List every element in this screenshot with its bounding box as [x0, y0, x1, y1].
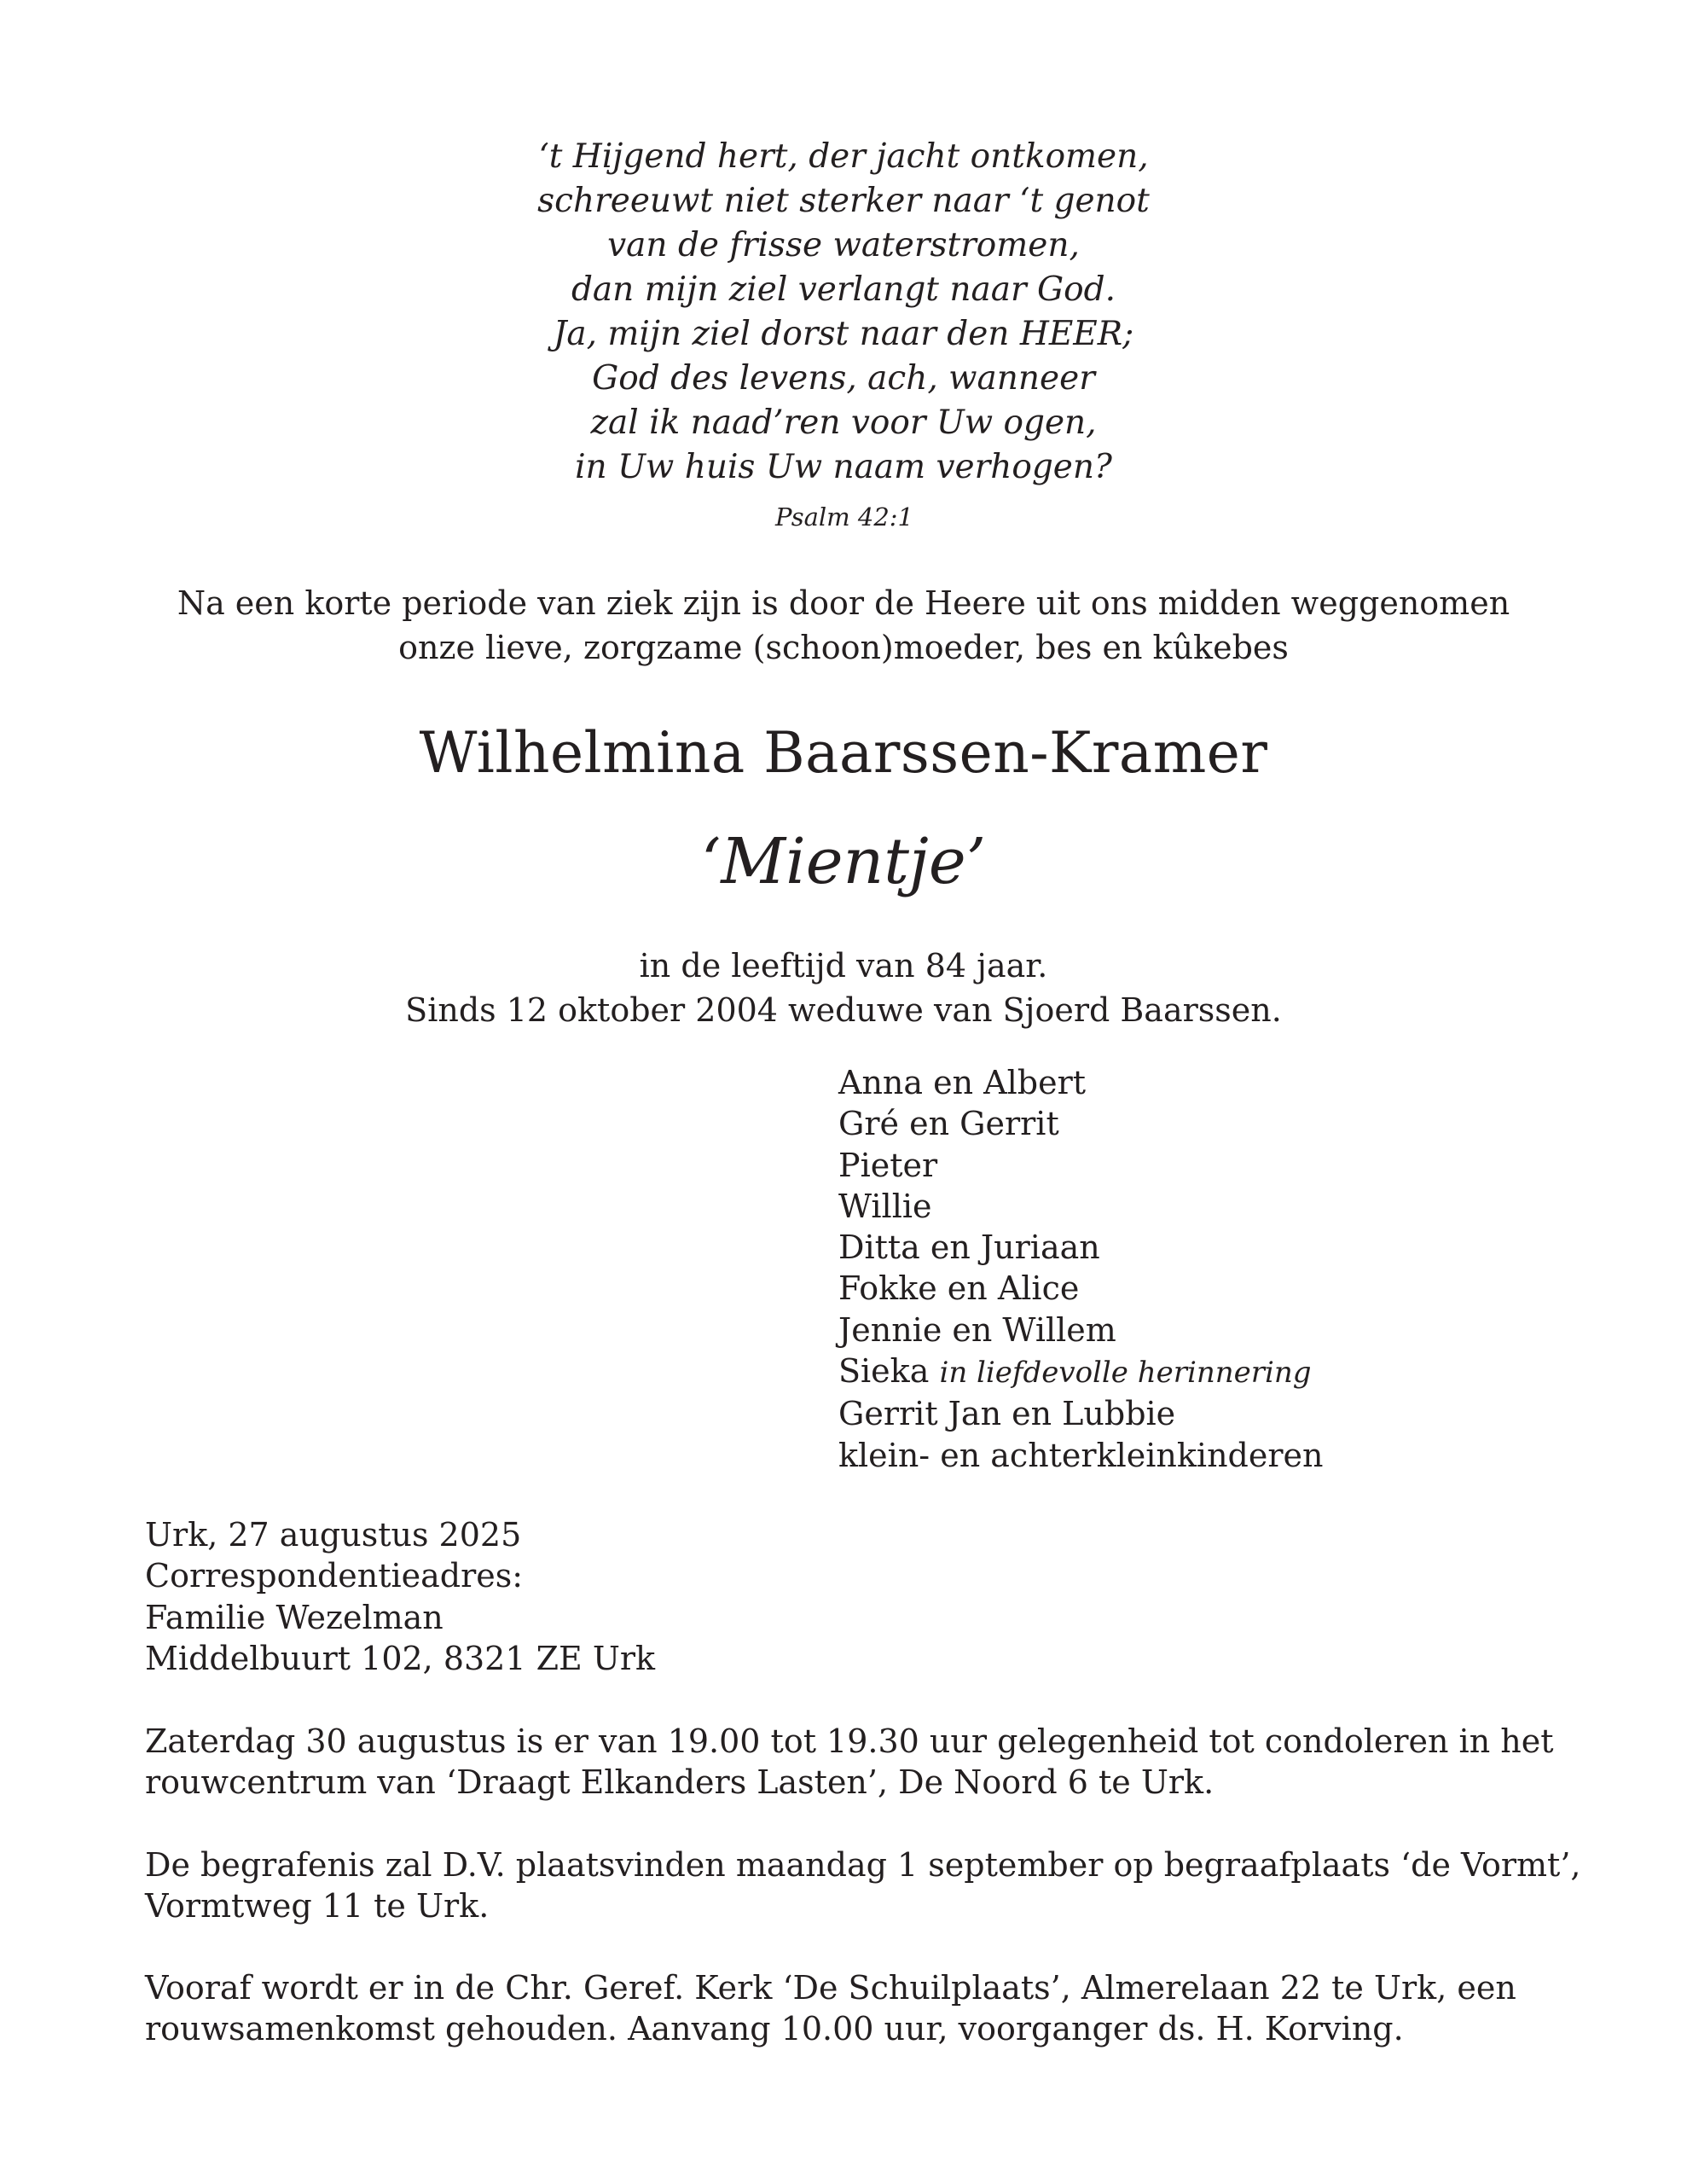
- deceased-name: Wilhelmina Baarssen-Kramer: [419, 720, 1268, 786]
- poem-line: in Uw huis Uw naam verhogen?: [575, 448, 1112, 486]
- age-and-widow-info: [0, 944, 1687, 1032]
- in-memory-note: in liefdevolle herinnering: [939, 1356, 1312, 1391]
- paragraph-line: Vooraf wordt er in de Chr. Geref. Kerk ‘De Schuilplaats’, Almerelaan 22 te Urk, een: [145, 1969, 1516, 2007]
- family-member: Fokke en Alice: [838, 1269, 1080, 1308]
- family-member: Jennie en Willem: [838, 1310, 1116, 1349]
- poem-line: ‘t Hijgend hert, der jacht ontkomen,: [538, 137, 1149, 176]
- poem-line: van de frisse waterstromen,: [607, 226, 1080, 264]
- correspondence-address: [145, 1514, 655, 1679]
- condolence-paragraph: [145, 1721, 1595, 1804]
- announcement-intro: [0, 581, 1687, 670]
- family-member: Ditta en Juriaan: [838, 1228, 1100, 1267]
- place-date: Urk, 27 augustus 2025: [145, 1516, 522, 1554]
- psalm-reference: Psalm 42:1: [774, 502, 914, 531]
- widow-line: Sinds 12 oktober 2004 weduwe van Sjoerd Baarssen.: [405, 991, 1282, 1029]
- age-line: in de leeftijd van 84 jaar.: [639, 947, 1048, 985]
- address-family: Familie Wezelman: [145, 1598, 443, 1636]
- family-member: Willie: [838, 1187, 932, 1225]
- address-street: Middelbuurt 102, 8321 ZE Urk: [145, 1639, 656, 1677]
- intro-line: Na een korte periode van ziek zijn is door de Heere uit ons midden weggenomen: [177, 584, 1510, 622]
- poem-line: God des levens, ach, wanneer: [592, 359, 1095, 398]
- paragraph-line: Zaterdag 30 augustus is er van 19.00 tot 19.30 uur gelegenheid tot condoleren in het: [145, 1722, 1554, 1760]
- family-member: Gerrit Jan en Lubbie: [838, 1395, 1176, 1433]
- family-member-in-memory: [838, 1350, 1323, 1393]
- psalm-poem: [0, 135, 1687, 490]
- family-list: [838, 1062, 1323, 1476]
- poem-line: dan mijn ziel verlangt naar God.: [571, 270, 1116, 309]
- family-member: Gré en Gerrit: [838, 1105, 1059, 1143]
- poem-line: zal ik naad’ren voor Uw ogen,: [590, 404, 1097, 442]
- family-member-name: Sieka: [838, 1352, 930, 1391]
- deceased-nickname: ‘Mientje’: [700, 825, 987, 898]
- family-member: Pieter: [838, 1146, 938, 1184]
- intro-line: onze lieve, zorgzame (schoon)moeder, bes en kûkebes: [398, 629, 1289, 666]
- paragraph-line: rouwsamenkomst gehouden. Aanvang 10.00 uur, voorganger ds. H. Korving.: [145, 2010, 1404, 2048]
- address-label: Correspondentieadres:: [145, 1557, 524, 1595]
- funeral-paragraph: [145, 1844, 1595, 1927]
- service-paragraph: [145, 1967, 1595, 2050]
- poem-line: Ja, mijn ziel dorst naar den HEER;: [553, 315, 1134, 353]
- paragraph-line: De begrafenis zal D.V. plaatsvinden maandag 1 september op begraafplaats ‘de Vormt’,: [145, 1846, 1581, 1884]
- paragraph-line: Vormtweg 11 te Urk.: [145, 1887, 490, 1926]
- poem-line: schreeuwt niet sterker naar ‘t genot: [537, 182, 1150, 220]
- family-member: Anna en Albert: [838, 1064, 1087, 1101]
- family-member: klein- en achterkleinkinderen: [838, 1436, 1324, 1474]
- paragraph-line: rouwcentrum van ‘Draagt Elkanders Lasten’, De Noord 6 te Urk.: [145, 1763, 1215, 1802]
